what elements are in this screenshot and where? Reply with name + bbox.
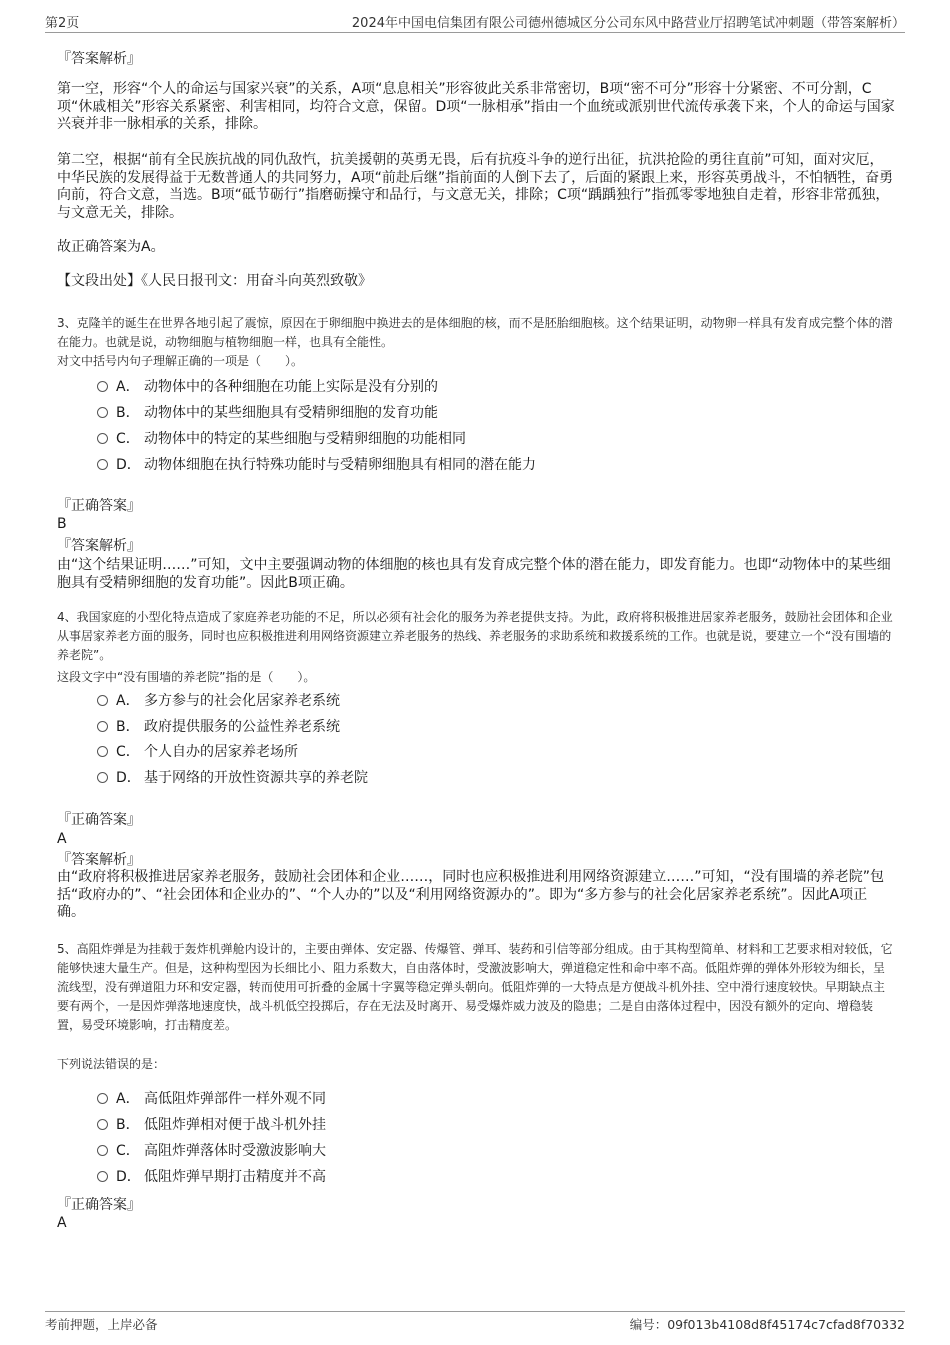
q3-question: 对文中括号内句子理解正确的一项是（ ）。 [57,354,304,368]
q4-option-a[interactable]: A． 多方参与的社会化居家养老系统 [97,692,340,710]
radio-icon[interactable] [97,381,108,392]
q3-analysis-label: 『答案解析』 [57,538,141,554]
q5-answer-label: 『正确答案』 [57,1197,141,1213]
q3-option-c[interactable]: C． 动物体中的特定的某些细胞与受精卵细胞的功能相同 [97,430,466,448]
radio-icon[interactable] [97,407,108,418]
q5-question: 下列说法错误的是： [57,1057,166,1071]
q5-answer: A [57,1215,67,1231]
q3-analysis: 由“这个结果证明……”可知，文中主要强调动物的体细胞的核也具有发育成完整个体的潜在能力，即发育能力。也即“动物体中的某些细胞具有受精卵细胞的发育功能”。因此B项正确。 [57,557,891,591]
q3-answer: B [57,516,67,532]
radio-icon[interactable] [97,1119,108,1130]
q2-analysis-para1: 第一空，形容“个人的命运与国家兴衰”的关系，A项“息息相关”形容彼此关系非常密切，B项“密不可分”形容十分紧密、不可分割，C项“休戚相关”形容关系紧密、利害相同，均符合文意，保留。D项“一脉相承”指由一个血统或派别世代流传承袭下来，个人的命运与国家兴衰并非一脉相承的关系，排除。 [57,81,895,132]
q5-option-c[interactable]: C． 高阻炸弹落体时受激波影响大 [97,1142,326,1160]
q2-analysis-para2: 第二空，根据“前有全民族抗战的同仇敌忾，抗美援朝的英勇无畏，后有抗疫斗争的逆行出征，抗洪抢险的勇往直前”可知，面对灾厄，中华民族的发展得益于无数普通人的共同努力，A项“前赴后继”指前面的人倒下去了，后面的紧跟上来，形容英勇战斗，不怕牺牲，奋勇向前，符合文意，当选。B项“砥节砺行”指磨砺操守和品行，与文意无关，排除；C项“踽踽独行”指孤零零地独自走着，形容非常孤独，与文意无关，排除。 [57,152,894,221]
radio-icon[interactable] [97,1145,108,1156]
q2-source: 【文段出处】《人民日报刊文：用奋斗向英烈致敬》 [57,273,372,289]
radio-icon[interactable] [97,746,108,757]
radio-icon[interactable] [97,721,108,732]
radio-icon[interactable] [97,772,108,783]
q4-option-c[interactable]: C． 个人自办的居家养老场所 [97,743,298,761]
q4-analysis-label: 『答案解析』 [57,852,141,868]
radio-icon[interactable] [97,433,108,444]
page-footer [45,1311,905,1334]
q4-analysis: 由“政府将积极推进居家养老服务，鼓励社会团体和企业……，同时也应积极推进利用网络资源建立……”可知，“没有围墙的养老院”包括“政府办的”、“社会团体和企业办的”、“个人办的”以及“利用网络资源办的”。即为“多方参与的社会化居家养老系统”。因此A项正确。 [57,869,885,920]
q3-stem: 3、克隆羊的诞生在世界各地引起了震惊，原因在于卵细胞中换进去的是体细胞的核，而不是胚胎细胞核。这个结果证明，动物卵一样具有发育成完整个体的潜在能力。也就是说，动物细胞与植物细胞一样，也具有全能性。 [57,316,893,349]
q5-stem: 5、高阻炸弹是为挂载于轰炸机弹舱内设计的，主要由弹体、安定器、传爆管、弹耳、装药和引信等部分组成。由于其构型简单、材料和工艺要求相对较低，它能够快速大量生产。但是，这种构型因为长细比小、阻力系数大，自由落体时，受激波影响大，弹道稳定性和命中率不高。低阻炸弹的弹体外形较为细长，呈流线型，没有弹道阻力环和安定器，转而使用可折叠的金属十字翼等稳定弹头朝向。低阻炸弹的一大特点是方便战斗机外挂、空中滑行速度较快。早期缺点主要有两个，一是因炸弹落地速度快，战斗机低空投掷后，存在无法及时离开、易受爆炸威力波及的隐患；二是自由落体过程中，因没有额外的定向、增稳装置，易受环境影响，打击精度差。 [57,942,893,1032]
radio-icon[interactable] [97,459,108,470]
document-id: 编号：09f013b4108d8f45174c7cfad8f70332 [629,1317,905,1332]
q3-option-a[interactable]: A． 动物体中的各种细胞在功能上实际是没有分别的 [97,378,438,396]
q4-answer: A [57,831,67,847]
document-title: 2024年中国电信集团有限公司德州德城区分公司东风中路营业厅招聘笔试冲刺题（带答案解析） [351,16,905,31]
q5-option-a[interactable]: A． 高低阻炸弹部件一样外观不同 [97,1090,326,1108]
q3-option-b[interactable]: B． 动物体中的某些细胞具有受精卵细胞的发育功能 [97,404,438,422]
q4-stem: 4、我国家庭的小型化特点造成了家庭养老功能的不足，所以必须有社会化的服务为养老提供支持。为此，政府将积极推进居家养老服务，鼓励社会团体和企业从事居家养老方面的服务，同时也应积极推进利用网络资源建立养老服务的热线、养老服务的求助系统和救援系统的工作。也就是说，要建立一个“没有围墙的养老院”。 [57,610,893,662]
q2-analysis-conclusion: 故正确答案为A。 [57,239,165,255]
q4-answer-label: 『正确答案』 [57,812,141,828]
q4-option-d[interactable]: D． 基于网络的开放性资源共享的养老院 [97,769,368,787]
q5-option-b[interactable]: B． 低阻炸弹相对便于战斗机外挂 [97,1116,326,1134]
radio-icon[interactable] [97,1171,108,1182]
radio-icon[interactable] [97,695,108,706]
q5-option-d[interactable]: D． 低阻炸弹早期打击精度并不高 [97,1168,326,1186]
page-header [45,12,905,33]
q4-question: 这段文字中“没有围墙的养老院”指的是（ ）。 [57,670,316,684]
q3-option-d[interactable]: D． 动物体细胞在执行特殊功能时与受精卵细胞具有相同的潜在能力 [97,456,536,474]
radio-icon[interactable] [97,1093,108,1104]
page-number: 第2页 [45,16,80,31]
q3-answer-label: 『正确答案』 [57,498,141,514]
q2-analysis-label: 『答案解析』 [57,51,141,67]
footer-slogan: 考前押题，上岸必备 [45,1317,158,1332]
q4-option-b[interactable]: B． 政府提供服务的公益性养老系统 [97,718,340,736]
